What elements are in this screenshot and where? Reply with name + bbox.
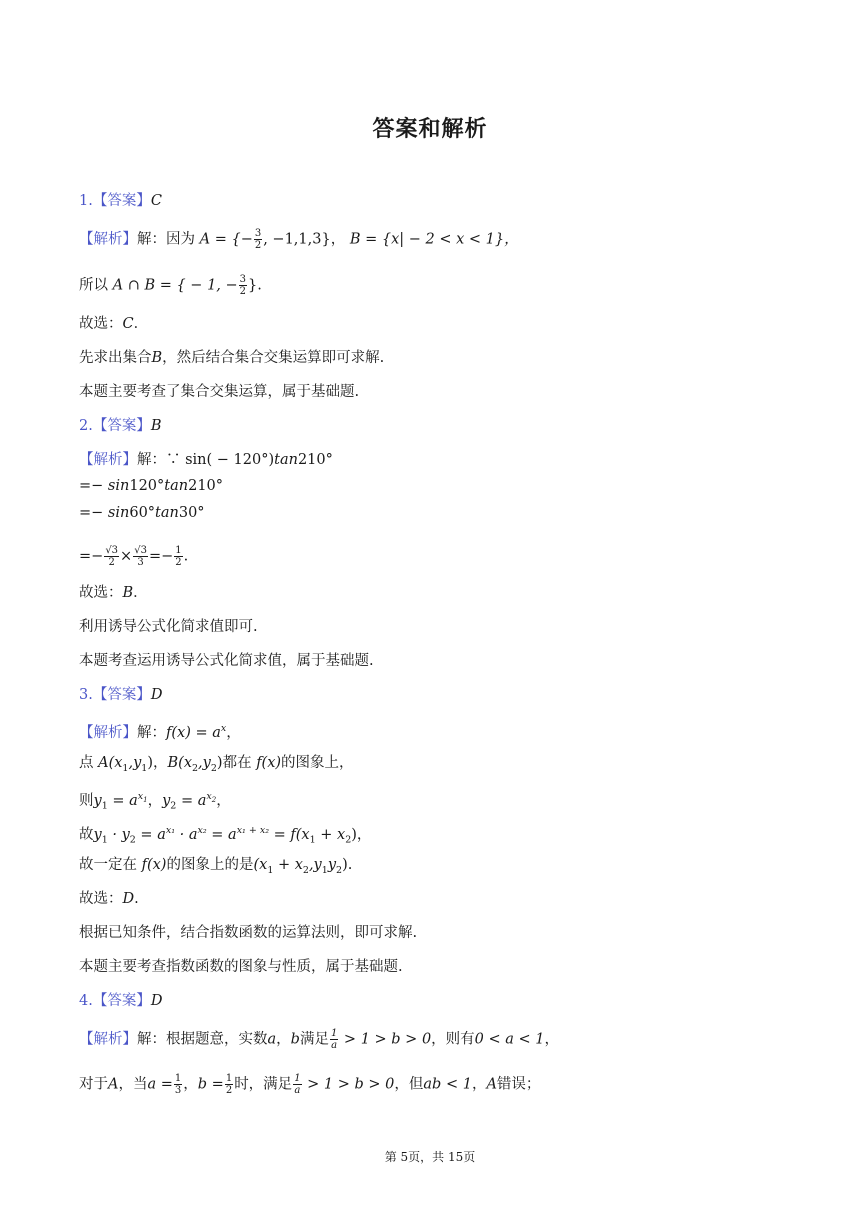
denominator: 3 (137, 557, 144, 568)
math: b = (197, 1076, 224, 1093)
text: ， (147, 792, 163, 809)
denominator: a (294, 1085, 301, 1096)
math: − (240, 231, 253, 248)
subscript: 2 (211, 795, 217, 804)
fraction (330, 1028, 338, 1051)
text: 60° (129, 505, 156, 521)
subscript: 2 (336, 864, 343, 876)
math: ,y (308, 857, 322, 873)
math: (x (253, 857, 268, 873)
math: B(x (167, 755, 192, 771)
exponent (206, 791, 216, 802)
text: 满足 (299, 1031, 329, 1048)
exponent: x₁ + x₂ (236, 825, 270, 836)
math: = f(x (269, 826, 310, 843)
q3-analysis-tag: 【解析】 (79, 724, 137, 741)
q3-analysis-line-2 (79, 752, 354, 780)
math: b (290, 1031, 300, 1048)
subscript: 1 (143, 795, 148, 804)
numerator: 1 (175, 545, 182, 556)
denominator: 2 (175, 557, 182, 568)
fraction (254, 228, 262, 251)
text: 解： (137, 724, 166, 741)
text: ，当 (118, 1076, 148, 1093)
math: A ∩ B = { − 1, − (112, 277, 238, 294)
numerator: 1 (294, 1073, 301, 1084)
text: 210° (297, 452, 333, 468)
denominator: 3 (174, 1085, 182, 1096)
q4-analysis-line-2 (79, 1073, 540, 1096)
fraction (174, 1073, 182, 1096)
text: 错误； (496, 1076, 541, 1093)
subscript: 2 (210, 762, 217, 774)
numerator: 1 (225, 1073, 233, 1084)
text: 先求出集合 (79, 350, 152, 366)
q4-answer-tag: 【答案】 (92, 993, 151, 1009)
subscript: 1 (267, 864, 274, 876)
q2-answer: B (150, 418, 162, 434)
math: = a (176, 792, 207, 809)
text: ， (276, 1031, 291, 1048)
text: 则 (79, 792, 94, 809)
subscript: 1 (101, 834, 108, 846)
subscript: 1 (101, 800, 108, 812)
math: + x (315, 826, 346, 843)
text: }. (248, 277, 262, 294)
q2-choice-line (79, 582, 148, 604)
text: 故选： (79, 585, 123, 601)
math: = a (107, 792, 138, 809)
math: 0 < a < 1 (474, 1031, 545, 1048)
text: 故一定在 (79, 857, 137, 873)
math: + x (273, 857, 303, 873)
text: ， (216, 792, 231, 809)
text: 解：∵ sin( − 120°) (137, 452, 275, 468)
q2-analysis-line-3 (79, 502, 205, 524)
q3-answer-tag: 【答案】 (92, 687, 151, 703)
q1-answer-tag: 【答案】 (92, 193, 151, 209)
math: f(x) = a (166, 724, 221, 741)
text: 的图象上， (281, 755, 354, 771)
page-title: 答案和解析 (372, 117, 488, 142)
math: A = { (199, 231, 241, 248)
q3-analysis-line-3 (79, 786, 231, 818)
text: 根据已知条件，结合指数函数的运算法则，即可求解. (79, 925, 418, 941)
text: 利用诱导公式化简求值即可. (79, 619, 258, 635)
math: ,y (128, 755, 142, 771)
math: > 1 > b > 0 (339, 1031, 432, 1048)
math: A (108, 1076, 119, 1093)
q2-analysis-tag: 【解析】 (79, 452, 137, 468)
text: 时，满足 (234, 1076, 293, 1093)
q3-choice-line (79, 888, 139, 910)
numerator: √3 (134, 545, 147, 556)
subscript: 1 (321, 864, 328, 876)
math: f(x) (256, 755, 282, 771)
text: 故选： (79, 316, 123, 332)
numerator: 1 (174, 1073, 182, 1084)
math: B (151, 350, 163, 366)
math: A (486, 1076, 497, 1093)
math: B = {x| − 2 < x < 1}， (349, 231, 519, 248)
text: 都在 (222, 755, 252, 771)
q1-analysis-tag: 【解析】 (79, 231, 137, 248)
math: = a (135, 826, 166, 843)
fraction (225, 1073, 233, 1096)
text: )， (351, 826, 372, 843)
page-footer: 第 5页，共 15页 (384, 1150, 476, 1164)
q3-analysis-line-5 (79, 854, 352, 882)
fraction (133, 545, 148, 568)
numerator: √3 (105, 545, 119, 556)
math: = a (206, 826, 237, 843)
numerator: 1 (330, 1028, 338, 1039)
q2-answer-line (79, 415, 162, 437)
text: ． (133, 585, 148, 601)
q3-summary-line (79, 956, 403, 978)
math: a (267, 1031, 277, 1048)
text: 对于 (79, 1076, 108, 1093)
math: C (122, 316, 134, 332)
text: =− (79, 505, 108, 521)
q1-choice-line (79, 313, 148, 335)
q2-analysis-line-1 (79, 449, 333, 471)
text: =− (148, 548, 174, 565)
exponent-base: x (137, 791, 144, 802)
math: , −1,1,3}， (263, 231, 346, 248)
text: 故选： (79, 891, 123, 907)
q4-number: 4. (79, 993, 93, 1009)
text: =− (79, 548, 104, 565)
text: ． (133, 316, 149, 332)
math: B (122, 585, 134, 601)
text: 解：因为 (137, 231, 195, 248)
text: =− (79, 478, 108, 494)
math: sin (107, 505, 130, 521)
subscript: 2 (192, 762, 199, 774)
subscript: 1 (141, 762, 148, 774)
text: 点 (79, 755, 94, 771)
denominator: 2 (239, 286, 247, 297)
q3-analysis-line-1 (79, 718, 241, 744)
exponent: x₂ (197, 825, 207, 836)
exponent-base: x (206, 791, 212, 802)
text: 的图象上的是 (166, 857, 254, 873)
math: · a (175, 826, 198, 843)
subscript: 1 (309, 834, 316, 846)
text: ). (342, 857, 353, 873)
q2-number: 2. (79, 418, 93, 434)
text: ) (216, 755, 223, 771)
math: a = (147, 1076, 173, 1093)
q2-method-line (79, 616, 258, 638)
text: 所以 (79, 277, 108, 294)
q2-answer-tag: 【答案】 (92, 418, 151, 434)
q1-answer: C (150, 193, 162, 209)
fraction (239, 274, 247, 297)
q2-summary-line (79, 650, 374, 672)
q3-answer: D (150, 687, 163, 703)
text: 本题主要考查了集合交集运算，属于基础题. (79, 384, 360, 400)
q1-method-line (79, 347, 384, 369)
exponent (138, 791, 148, 802)
subscript: 2 (302, 864, 309, 876)
math: tan (274, 452, 298, 468)
q2-analysis-line-2 (79, 475, 223, 497)
math: y (93, 826, 102, 843)
exponent: x₁ (165, 825, 176, 836)
text: ， (471, 1076, 487, 1093)
denominator: 2 (108, 557, 115, 568)
math: y (162, 792, 171, 809)
text: ，然后结合集合交集运算即可求解. (162, 350, 385, 366)
text: ， (226, 724, 241, 741)
math: · y (107, 826, 130, 843)
text: 210° (188, 478, 224, 494)
math: A(x (98, 755, 123, 771)
subscript: 2 (170, 800, 177, 812)
denominator: 2 (225, 1085, 233, 1096)
denominator: a (331, 1040, 338, 1051)
text: )， (147, 755, 168, 771)
q1-analysis-line-2 (79, 274, 262, 297)
math: y (327, 857, 337, 873)
q1-number: 1. (79, 193, 93, 209)
q1-analysis-line-1 (79, 228, 519, 251)
q1-answer-line (79, 190, 162, 212)
q4-analysis-tag: 【解析】 (79, 1031, 137, 1048)
math: tan (155, 505, 179, 521)
exponent: x (220, 723, 227, 734)
text: × (120, 548, 133, 565)
math: D (122, 891, 135, 907)
text: 解：根据题意，实数 (137, 1031, 268, 1048)
q3-analysis-line-4 (79, 820, 371, 852)
denominator: 2 (254, 240, 262, 251)
q3-answer-line (79, 684, 162, 706)
q3-method-line (79, 922, 417, 944)
text: 本题主要考查指数函数的图象与性质，属于基础题. (79, 959, 403, 975)
text: ， (183, 1076, 198, 1093)
math: y (93, 792, 102, 809)
subscript: 1 (122, 762, 129, 774)
text: 30° (178, 505, 205, 521)
q4-answer: D (150, 993, 163, 1009)
text: 故 (79, 826, 94, 843)
math: ,y (198, 755, 211, 771)
text: ，则有 (431, 1031, 475, 1048)
math: sin (107, 478, 130, 494)
subscript: 2 (129, 834, 136, 846)
q3-number: 3. (79, 687, 93, 703)
fraction (293, 1073, 301, 1096)
fraction (104, 545, 119, 568)
math: f(x) (141, 857, 167, 873)
math: tan (164, 478, 189, 494)
text: 120° (129, 478, 165, 494)
q4-answer-line (79, 990, 162, 1012)
numerator: 3 (254, 228, 262, 239)
math: > 1 > b > 0 (302, 1076, 395, 1093)
text: . (183, 548, 189, 565)
math: ab < 1 (423, 1076, 472, 1093)
q4-analysis-line-1 (79, 1028, 559, 1051)
text: 本题考查运用诱导公式化简求值，属于基础题. (79, 653, 374, 669)
numerator: 3 (239, 274, 247, 285)
subscript: 2 (345, 834, 352, 846)
q2-analysis-line-4 (79, 545, 188, 568)
q1-summary-line (79, 381, 359, 403)
text: ，但 (394, 1076, 424, 1093)
fraction (174, 545, 182, 568)
text: . (134, 891, 139, 907)
text: ， (544, 1031, 560, 1048)
